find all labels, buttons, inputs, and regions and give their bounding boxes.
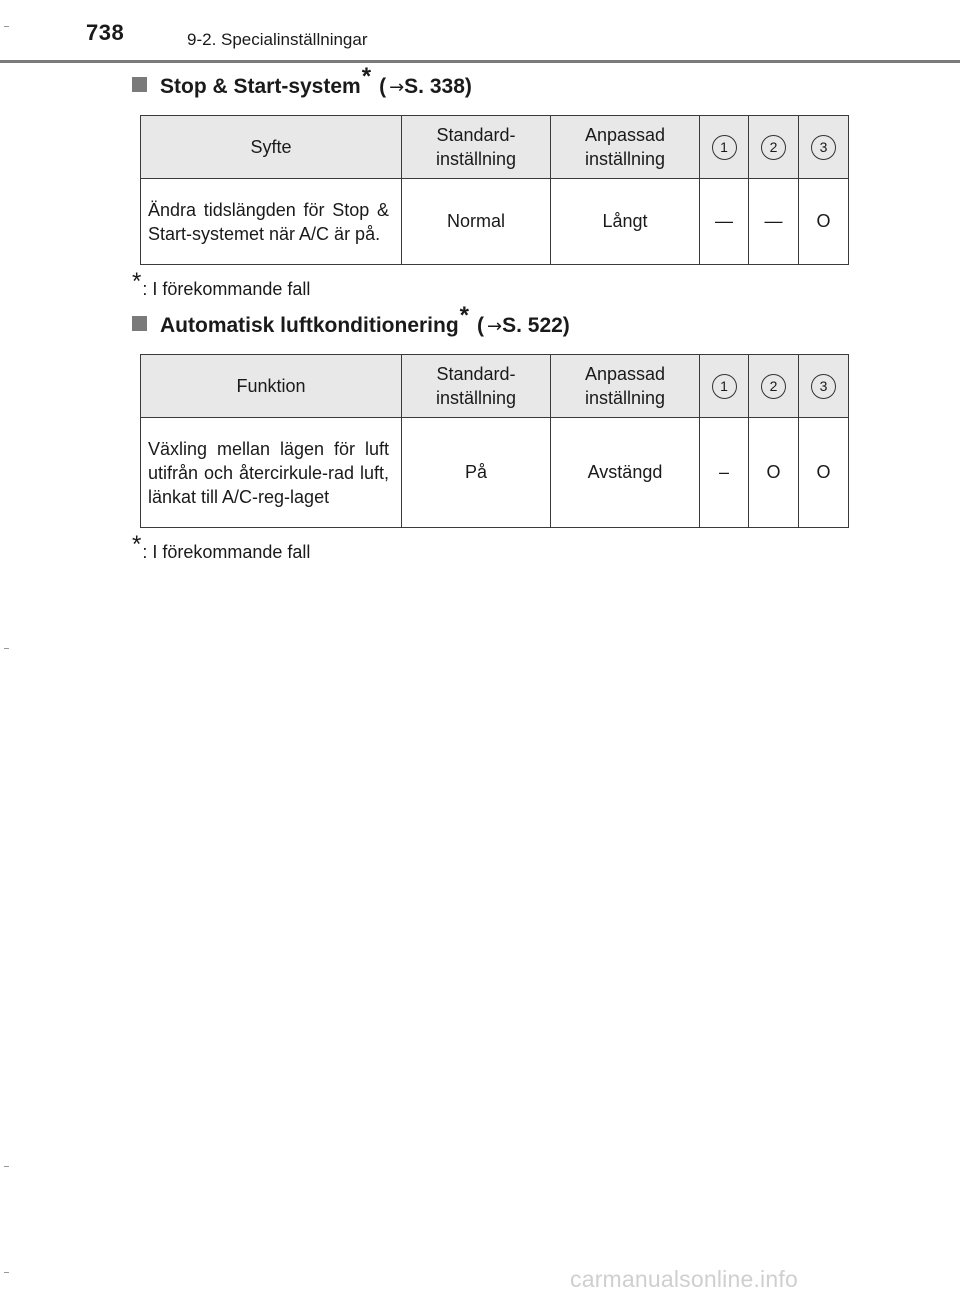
table-cell-custom: Långt [551, 179, 700, 265]
section-title-text: Automatisk luftkonditionering [160, 314, 459, 337]
column-header [551, 116, 700, 179]
table-cell-method-2: O [749, 418, 799, 528]
table-cell-method-3: O [799, 179, 849, 265]
section-title-text: Stop & Start-system [160, 75, 361, 98]
header-line: inställning [584, 149, 666, 169]
column-header: Syfte [141, 116, 402, 179]
header-line: Anpassad [584, 364, 666, 384]
table-cell-default: Normal [402, 179, 551, 265]
page-reference[interactable]: S. 522) [502, 314, 570, 337]
crop-mark [4, 648, 9, 649]
footnote-text: : I förekommande fall [142, 279, 311, 299]
crop-mark [4, 26, 9, 27]
table-cell-method-2: — [749, 179, 799, 265]
asterisk-mark: * [361, 63, 372, 90]
table-header-row [141, 355, 849, 418]
header-line: Standard- [436, 125, 516, 145]
square-bullet-icon [132, 77, 147, 92]
asterisk-mark: * [132, 531, 142, 558]
circled-one-icon: 1 [712, 374, 737, 399]
column-header [749, 116, 799, 179]
settings-table-auto-ac [140, 354, 849, 528]
square-bullet-icon [132, 316, 147, 331]
ref-open-paren: ( [477, 314, 484, 337]
table-cell-method-1: – [700, 418, 749, 528]
header-line: inställning [584, 388, 666, 408]
circled-one-icon: 1 [712, 135, 737, 160]
header-line: Standard- [436, 364, 516, 384]
table-cell-custom: Avstängd [551, 418, 700, 528]
table-cell-description: Växling mellan lägen för luft utifrån och återcirkule-rad luft, länkat till A/C-reg-laget [141, 418, 402, 528]
table-row [141, 179, 849, 265]
watermark: carmanualsonline.info [570, 1266, 798, 1292]
circled-two-icon: 2 [761, 135, 786, 160]
table-cell-default: På [402, 418, 551, 528]
asterisk-mark: * [459, 302, 469, 329]
settings-table-stop-start [140, 115, 849, 265]
header-rule [0, 60, 960, 63]
column-header: Funktion [141, 355, 402, 418]
column-header [402, 355, 551, 418]
footnote [132, 268, 311, 302]
column-header [799, 355, 849, 418]
page-reference[interactable]: S. 338) [404, 75, 472, 98]
crop-mark [4, 1272, 9, 1273]
arrow-right-icon: → [487, 316, 503, 337]
header-line: Anpassad [584, 125, 666, 145]
column-header [700, 116, 749, 179]
ref-open-paren: ( [379, 75, 387, 98]
crop-mark [4, 1166, 9, 1167]
column-header [551, 355, 700, 418]
table-header-row [141, 116, 849, 179]
circled-three-icon: 3 [811, 135, 836, 160]
table-cell-method-1: — [700, 179, 749, 265]
table-cell-method-3: O [799, 418, 849, 528]
column-header [799, 116, 849, 179]
header-line: inställning [435, 149, 517, 169]
table-cell-description: Ändra tidslängden för Stop & Start-systemet när A/C är på. [141, 179, 402, 265]
table-row [141, 418, 849, 528]
column-header [700, 355, 749, 418]
footnote-text: : I förekommande fall [142, 542, 311, 562]
section-title-auto-ac [132, 302, 570, 339]
footnote [132, 531, 311, 565]
asterisk-mark: * [132, 268, 142, 295]
column-header [749, 355, 799, 418]
header-line: inställning [435, 388, 517, 408]
chapter-title: 9-2. Specialinställningar [187, 30, 368, 49]
page-header [0, 0, 960, 62]
column-header [402, 116, 551, 179]
arrow-right-icon: → [389, 77, 405, 98]
section-title-stop-start [132, 63, 472, 100]
circled-two-icon: 2 [761, 374, 786, 399]
circled-three-icon: 3 [811, 374, 836, 399]
page-number: 738 [86, 20, 125, 45]
